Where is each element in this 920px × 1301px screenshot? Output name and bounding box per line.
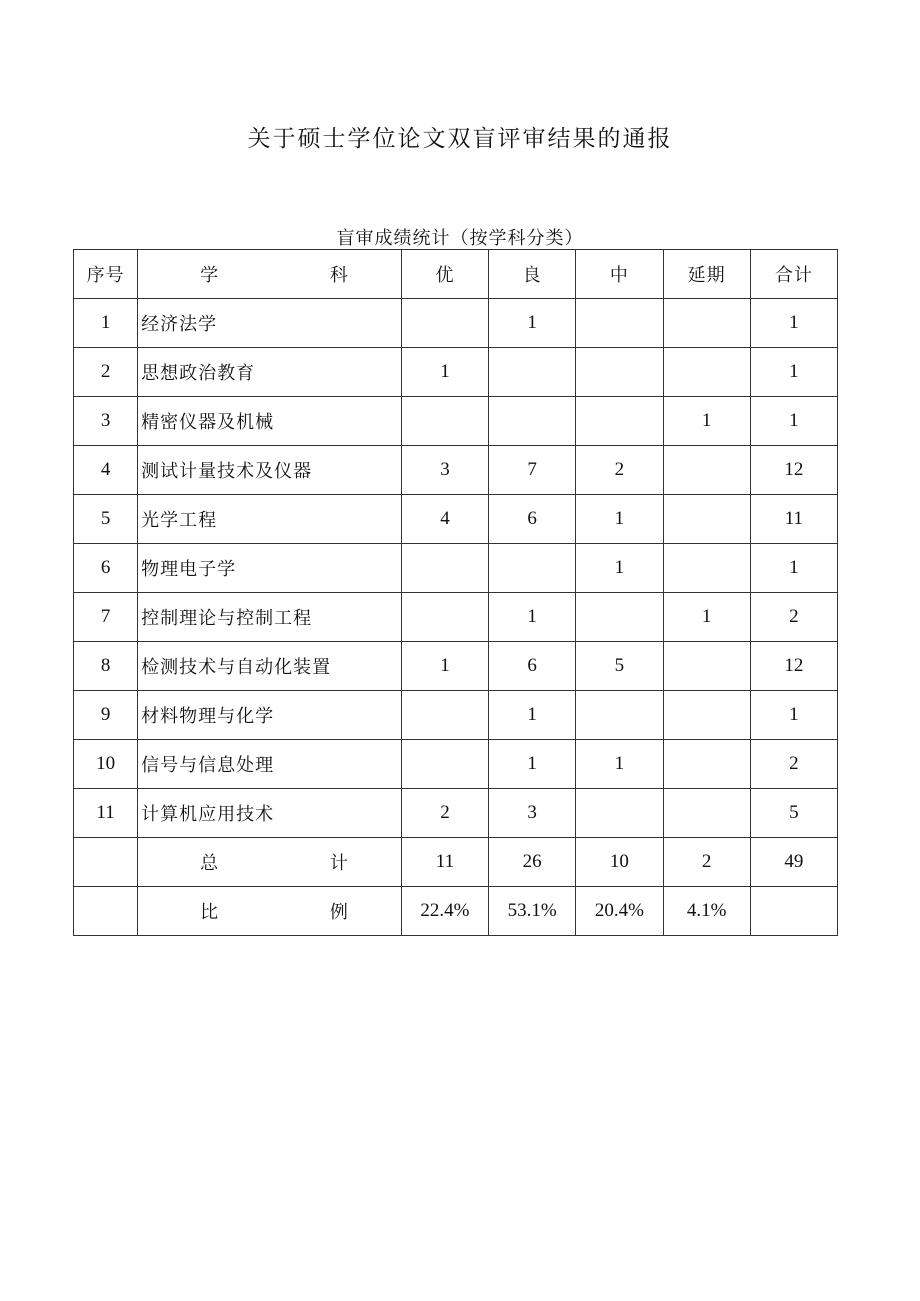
cell-seq: 8 — [74, 642, 138, 691]
cell-good — [489, 348, 576, 397]
cell-good: 1 — [489, 740, 576, 789]
cell-good: 7 — [489, 446, 576, 495]
cell-medium: 5 — [576, 642, 663, 691]
cell-subject: 计算机应用技术 — [138, 789, 402, 838]
cell-good: 6 — [489, 642, 576, 691]
cell-medium — [576, 397, 663, 446]
cell-excellent — [401, 299, 488, 348]
cell-subject: 经济法学 — [138, 299, 402, 348]
sum-good: 26 — [489, 838, 576, 887]
header-subject-part-b: 科 — [329, 265, 349, 286]
cell-seq-empty — [74, 887, 138, 936]
cell-subject: 精密仪器及机械 — [138, 397, 402, 446]
cell-excellent: 1 — [401, 642, 488, 691]
cell-seq: 4 — [74, 446, 138, 495]
cell-delayed — [663, 348, 750, 397]
cell-excellent — [401, 691, 488, 740]
cell-excellent — [401, 544, 488, 593]
cell-excellent: 4 — [401, 495, 488, 544]
header-total: 合计 — [750, 250, 837, 299]
document-title: 关于硕士学位论文双盲评审结果的通报 — [247, 126, 673, 152]
cell-delayed — [663, 299, 750, 348]
cell-good: 6 — [489, 495, 576, 544]
cell-subject: 信号与信息处理 — [138, 740, 402, 789]
ratio-excellent: 22.4% — [401, 887, 488, 936]
cell-excellent: 2 — [401, 789, 488, 838]
cell-total: 1 — [750, 397, 837, 446]
table-row — [74, 299, 838, 348]
cell-excellent — [401, 397, 488, 446]
cell-good: 3 — [489, 789, 576, 838]
cell-subject: 测试计量技术及仪器 — [138, 446, 402, 495]
cell-medium: 1 — [576, 544, 663, 593]
ratio-row — [74, 887, 838, 936]
ratio-label-cell — [138, 887, 402, 936]
table-row — [74, 495, 838, 544]
ratio-label-part-b: 例 — [329, 902, 349, 923]
table-row — [74, 691, 838, 740]
cell-medium — [576, 299, 663, 348]
table-row — [74, 593, 838, 642]
cell-delayed: 1 — [663, 593, 750, 642]
cell-subject: 材料物理与化学 — [138, 691, 402, 740]
cell-seq: 9 — [74, 691, 138, 740]
cell-medium — [576, 348, 663, 397]
cell-good: 1 — [489, 691, 576, 740]
table-row — [74, 544, 838, 593]
cell-total: 2 — [750, 593, 837, 642]
cell-delayed — [663, 789, 750, 838]
cell-medium — [576, 789, 663, 838]
table-row — [74, 397, 838, 446]
sum-total: 49 — [750, 838, 837, 887]
header-good: 良 — [489, 250, 576, 299]
cell-delayed — [663, 446, 750, 495]
sum-row — [74, 838, 838, 887]
cell-seq-empty — [74, 838, 138, 887]
sum-label-part-a: 总 — [200, 853, 220, 874]
header-subject-part-a: 学 — [200, 265, 220, 286]
ratio-delayed: 4.1% — [663, 887, 750, 936]
cell-seq: 3 — [74, 397, 138, 446]
cell-seq: 5 — [74, 495, 138, 544]
cell-total: 1 — [750, 299, 837, 348]
ratio-medium: 20.4% — [576, 887, 663, 936]
cell-seq: 6 — [74, 544, 138, 593]
statistics-table — [73, 249, 838, 936]
table-row — [74, 446, 838, 495]
cell-good — [489, 544, 576, 593]
cell-total: 5 — [750, 789, 837, 838]
header-row — [74, 250, 838, 299]
cell-good: 1 — [489, 593, 576, 642]
header-medium: 中 — [576, 250, 663, 299]
cell-subject: 物理电子学 — [138, 544, 402, 593]
cell-medium: 1 — [576, 495, 663, 544]
cell-delayed — [663, 642, 750, 691]
table-row — [74, 789, 838, 838]
cell-seq: 2 — [74, 348, 138, 397]
header-delayed: 延期 — [663, 250, 750, 299]
header-subject — [138, 250, 402, 299]
cell-total: 1 — [750, 348, 837, 397]
cell-delayed — [663, 691, 750, 740]
cell-seq: 1 — [74, 299, 138, 348]
cell-excellent — [401, 593, 488, 642]
cell-delayed — [663, 544, 750, 593]
cell-delayed — [663, 495, 750, 544]
cell-total: 12 — [750, 446, 837, 495]
cell-subject: 检测技术与自动化装置 — [138, 642, 402, 691]
cell-medium: 2 — [576, 446, 663, 495]
table-row — [74, 642, 838, 691]
sum-excellent: 11 — [401, 838, 488, 887]
cell-total: 12 — [750, 642, 837, 691]
cell-excellent: 3 — [401, 446, 488, 495]
cell-good — [489, 397, 576, 446]
cell-total: 1 — [750, 691, 837, 740]
cell-total: 1 — [750, 544, 837, 593]
cell-total: 2 — [750, 740, 837, 789]
cell-delayed: 1 — [663, 397, 750, 446]
cell-excellent — [401, 740, 488, 789]
cell-good: 1 — [489, 299, 576, 348]
table-caption: 盲审成绩统计（按学科分类） — [336, 228, 584, 249]
cell-medium: 1 — [576, 740, 663, 789]
sum-label-part-b: 计 — [329, 853, 349, 874]
header-excellent: 优 — [401, 250, 488, 299]
cell-excellent: 1 — [401, 348, 488, 397]
sum-medium: 10 — [576, 838, 663, 887]
table-row — [74, 740, 838, 789]
ratio-good: 53.1% — [489, 887, 576, 936]
sum-delayed: 2 — [663, 838, 750, 887]
ratio-total — [750, 887, 837, 936]
cell-subject: 控制理论与控制工程 — [138, 593, 402, 642]
cell-subject: 光学工程 — [138, 495, 402, 544]
ratio-label-part-a: 比 — [200, 902, 220, 923]
cell-medium — [576, 691, 663, 740]
header-seq: 序号 — [74, 250, 138, 299]
cell-delayed — [663, 740, 750, 789]
cell-total: 11 — [750, 495, 837, 544]
cell-seq: 7 — [74, 593, 138, 642]
cell-subject: 思想政治教育 — [138, 348, 402, 397]
table-row — [74, 348, 838, 397]
cell-seq: 11 — [74, 789, 138, 838]
cell-medium — [576, 593, 663, 642]
sum-label-cell — [138, 838, 402, 887]
cell-seq: 10 — [74, 740, 138, 789]
